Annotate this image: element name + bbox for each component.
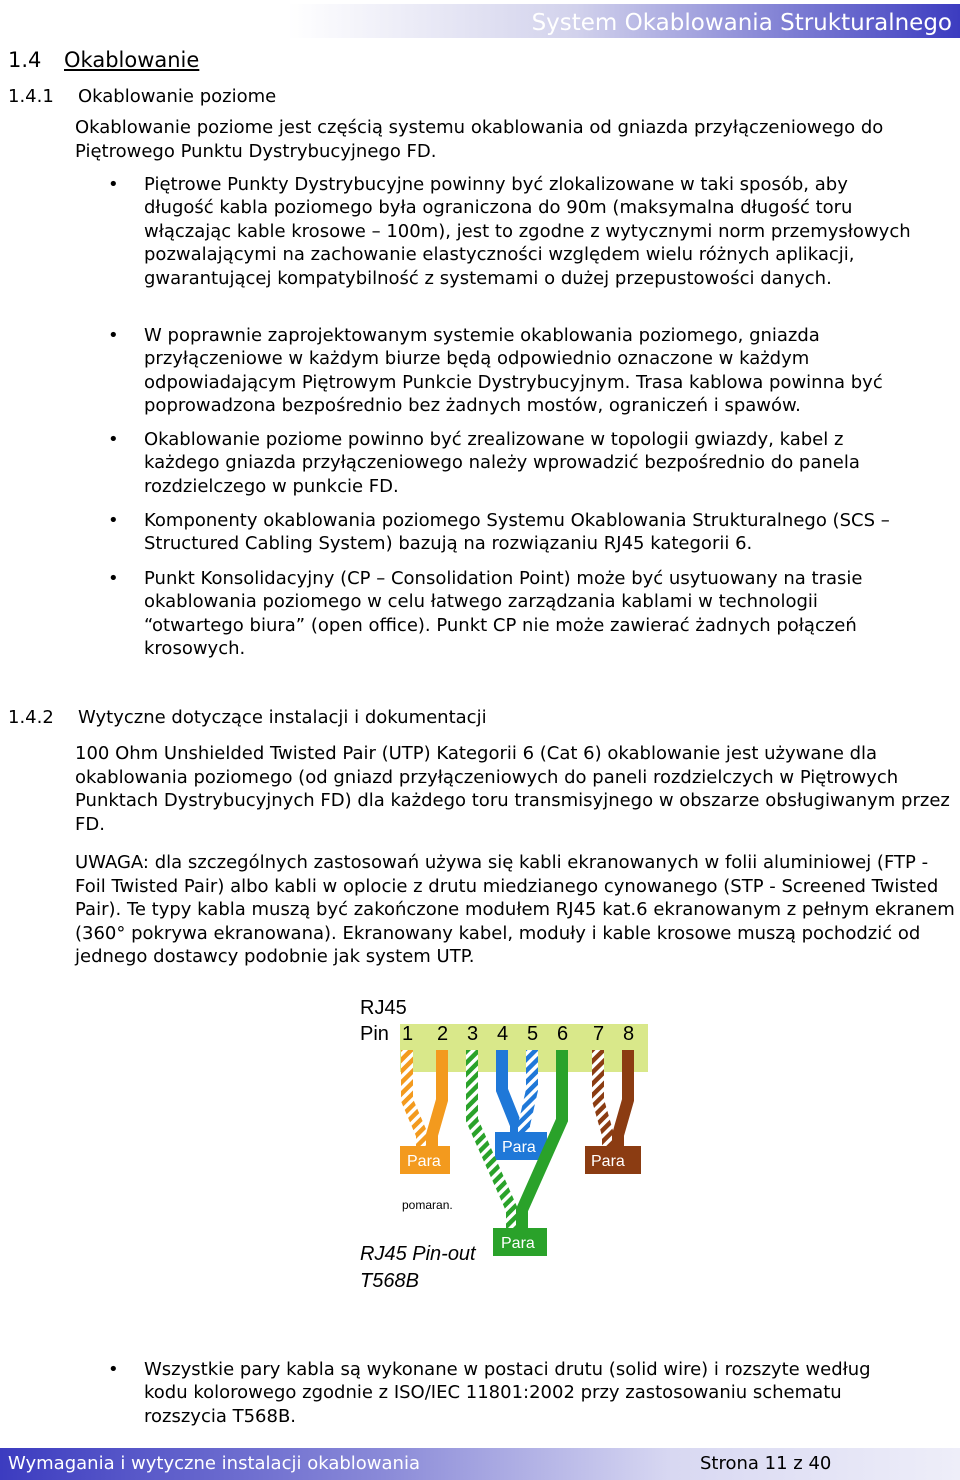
pair-green-label: Para [501, 1235, 535, 1252]
bullet-icon: • [108, 325, 119, 346]
pinout-caption-line2: T568B [360, 1270, 419, 1292]
bullet-icon: • [108, 1359, 119, 1380]
pin-number: 7 [593, 1023, 605, 1045]
footer-title: Wymagania i wytyczne instalacji okablowania [8, 1453, 420, 1474]
subsection-number: 1.4.1 [8, 86, 54, 107]
pair-orange-sub: pomaran. [402, 1198, 453, 1212]
subsection-title: Okablowanie poziome [78, 86, 277, 107]
bullet-text: Okablowanie poziome powinno być zrealizowane w topologii gwiazdy, kabel z każdego gniazda przyłączeniowego należy wprowadzić bezpośrednio do panela rozdzielczego w punkcie FD. [144, 429, 860, 497]
bullet-text: W poprawnie zaprojektowanym systemie okablowania poziomego, gniazda przyłączeniowe w każdym biurze będą odpowiednio oznaczone w każdym odpowiadającym Piętrowym Punkcie Dystrybucyjnym. Trasa kablowa powinna być poprowadzona bezpośrednio bez żadnych mostów, ograniczeń i spawów. [144, 325, 883, 417]
subsection-heading-2 [8, 707, 487, 728]
pin-number: 8 [623, 1023, 635, 1045]
bullet-icon: • [108, 510, 119, 531]
list-item [108, 428, 914, 498]
header-title: System Okablowania Strukturalnego [531, 10, 952, 36]
list-item [108, 567, 914, 661]
pin-number: 1 [402, 1023, 414, 1045]
list-item [108, 324, 914, 418]
subsection-heading-1 [8, 86, 276, 107]
page-footer [0, 1448, 960, 1480]
bullet-icon: • [108, 568, 119, 589]
list-item [108, 1358, 914, 1428]
page-number: Strona 11 z 40 [700, 1453, 832, 1474]
bullet-icon: • [108, 429, 119, 450]
section-title: Okablowanie [64, 48, 200, 72]
intro-paragraph: Okablowanie poziome jest częścią systemu okablowania od gniazda przyłączeniowego do Piętrowego Punktu Dystrybucyjnego FD. [75, 117, 884, 162]
pin-number: 4 [497, 1023, 509, 1045]
pair-orange-label: Para [407, 1153, 441, 1170]
rj45-label: RJ45 [360, 997, 407, 1019]
pin-number: 6 [557, 1023, 569, 1045]
page-header [0, 4, 960, 38]
subsection-title: Wytyczne dotyczące instalacji i dokumentacji [78, 707, 487, 728]
pin-label: Pin [360, 1023, 389, 1045]
pair-brown-label: Para [591, 1153, 625, 1170]
bullet-icon: • [108, 174, 119, 195]
pinout-caption-line1: RJ45 Pin-out [360, 1243, 476, 1265]
bullet-text: Wszystkie pary kabla są wykonane w postaci drutu (solid wire) i rozszyte według kodu kolorowego zgodnie z ISO/IEC 11801:2002 przy zastosowaniu schematu rozszycia T568B. [144, 1359, 871, 1427]
pair-blue-label: Para [502, 1139, 536, 1156]
bullet-text: Piętrowe Punkty Dystrybucyjne powinny być zlokalizowane w taki sposób, aby długość kabla poziomego była ograniczona do 90m (maksymalna długość toru włączając kable krosowe – 100m), jest to zgodne z wytycznymi norm przemysłowych pozwalającymi na zachowanie elastyczności względem wielu różnych aplikacji, gwarantującej kompatybilność z systemami o dużej przepustowości danych. [144, 174, 911, 289]
bullet-text: Punkt Konsolidacyjny (CP – Consolidation Point) może być usytuowany na trasie okablowania poziomego w celu łatwego zarządzania kablami w technologii “otwartego biura” (open office). Punkt CP nie może zawierać żadnych połączeń krosowych. [144, 568, 863, 660]
rj45-pinout-diagram [350, 990, 660, 1300]
subsection-number: 1.4.2 [8, 707, 54, 728]
section-number: 1.4 [8, 48, 42, 72]
section-heading [8, 48, 199, 72]
cat6-paragraph: 100 Ohm Unshielded Twisted Pair (UTP) Kategorii 6 (Cat 6) okablowanie jest używane dla okablowania poziomego (od gniazd przyłączeniowych do paneli rozdzielczych w Piętrowych Punktach Dystrybucyjnych FD) dla każdego toru transmisyjnego w obszarze obsługiwanym przez FD. [75, 743, 950, 835]
list-item [108, 509, 914, 556]
bullet-text: Komponenty okablowania poziomego Systemu Okablowania Strukturalnego (SCS – Structured Cabling System) bazują na rozwiązaniu RJ45 kategorii 6. [144, 510, 890, 555]
pin-number: 5 [527, 1023, 539, 1045]
pin-number: 3 [467, 1023, 479, 1045]
list-item [108, 173, 914, 290]
warning-paragraph: UWAGA: dla szczególnych zastosowań używa się kabli ekranowanych w folii aluminiowej (FTP - Foil Twisted Pair) albo kabli w oplocie z drutu miedzianego cynowanego (STP - Screened Twisted Pair). Te typy kabla muszą być zakończone modułem RJ45 kat.6 ekranowanym z pełnym ekranem (360° pokrywa ekranowana). Ekranowany kabel, moduły i kable krosowe muszą pochodzić od jednego dostawcy podobnie jak system UTP. [75, 852, 955, 967]
pin-number: 2 [437, 1023, 449, 1045]
